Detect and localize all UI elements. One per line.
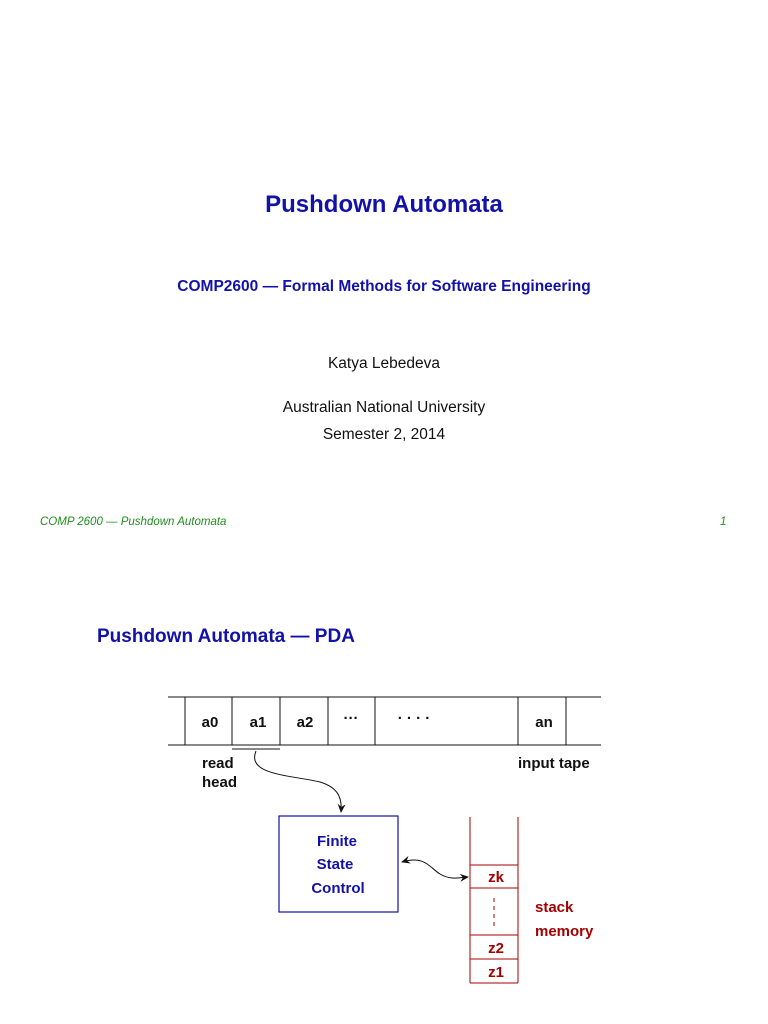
read-head-label-line1: read xyxy=(202,755,234,772)
slide-title: Pushdown Automata xyxy=(265,191,503,218)
author-name: Katya Lebedeva xyxy=(327,355,441,372)
read-head-label-line2: head xyxy=(202,774,238,791)
stack-cell-zk: zk xyxy=(488,869,504,886)
stack-cell-z1: z1 xyxy=(488,964,504,981)
control-stack-arrow xyxy=(402,860,468,878)
stack-cell-z2: z2 xyxy=(488,940,504,957)
course-subtitle: COMP2600 — Formal Methods for Software Engineering xyxy=(177,278,591,295)
control-label-line1: Finite xyxy=(317,833,357,850)
footer-course-label: COMP 2600 — Pushdown Automata xyxy=(40,516,227,528)
footer-page-number: 1 xyxy=(720,516,727,528)
control-label-line3: Control xyxy=(311,880,365,897)
tape-cell-dots: · · · · xyxy=(397,710,431,727)
stack-label-line1: stack xyxy=(535,899,574,916)
input-tape-label: input tape xyxy=(518,755,590,772)
tape-cell-a1: a1 xyxy=(249,714,267,731)
control-label-line2: State xyxy=(316,856,354,873)
tape-cell-a0: a0 xyxy=(201,714,219,731)
tape-cell-an: an xyxy=(535,714,553,731)
tape-cell-ellipsis: ··· xyxy=(343,710,359,727)
input-tape xyxy=(168,697,601,745)
semester-label: Semester 2, 2014 xyxy=(322,426,446,443)
pda-slide-title: Pushdown Automata — PDA xyxy=(97,626,355,647)
tape-cell-a2: a2 xyxy=(296,714,314,731)
stack-label-line2: memory xyxy=(535,923,594,940)
read-head-arrow xyxy=(255,751,342,812)
stack-memory xyxy=(470,817,518,983)
institution-name: Australian National University xyxy=(282,399,486,416)
